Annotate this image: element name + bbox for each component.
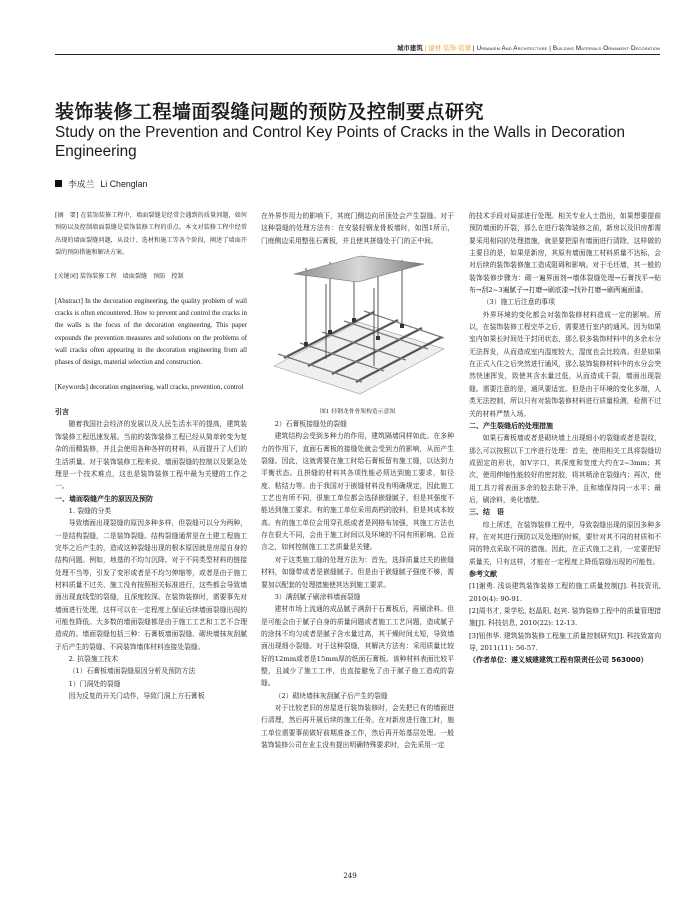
paragraph: 对于这类施工缝的处理方法为：首先，选择质量过关的嵌缝材料，如缝带或者是嵌缝腻子。但是由于嵌缝腻子强度不够，需要加以配套的处理措施使其达到施工要求。 — [261, 555, 454, 589]
column-name-en: Building Materials·Ornament·Decoration — [552, 45, 660, 52]
paragraph: 如果石膏板墙或者是砌块墙上出现细小的裂缝或者是裂纹，那么可以按照以下工序进行处理：首先，使用相关工具将裂缝切成固定的形状，如V字口，其深度和宽度大约在2~3mm；其次，使用伸缩性能较好的密封胶，将其喷涂在裂缝内；再次，使用工具刀将表面多余的胶去除干净，且和墙保持同一水平；最后，刷涂料，美化墙壁。 — [469, 434, 661, 504]
header-separator: | — [472, 45, 475, 52]
paragraph: 外界环境的变化都会对装饰装修材料造成一定的影响。所以，在装饰装修工程完毕之后，需要进行室内的通风。因为如果室内如果长时间处于封闭状态，那么很多装饰材料中的多余水分无法挥发，从而造成室内湿度较大，湿度也会比较高。但是如果在正式入住之后突然进行通风，那么装饰装修材料中的水分会突然快速挥发，致使其含水量过低，从而造成干裂，墙面出现裂缝。需要注意的是，通风要适宜。但是由于环境的变化多端，人类无法控制，所以只有对装饰装修材料进行质量检测，检测不过关的材料严禁入场。 — [469, 310, 661, 418]
column-name-cn: 建材·装饰·装璜 — [428, 45, 471, 52]
steel-keel-diagram — [264, 254, 452, 406]
subsection-1-2-1: （1）石膏板墙面裂缝原因分析及预防方法 — [68, 667, 196, 676]
paragraph: 导致墙面出现裂缝的原因多种多样，但裂缝可以分为两种，一是结构裂缝，二是装饰裂缝。结构裂缝通常是在土建工程施工完毕之后产生的，造成这种裂缝出现的根本原因就是房屋自身的结构问题。例如，地基的不均匀沉降、对于不同类型材料的链接处理不当等，引发了变形或者是不均匀伸缩等，或者是由于施工材料质量不过关、施工没有按照相关标准进行，这些都会导致墙面出现直线型的裂缝，且深度较深。在装饰装修时，需要事先对墙面进行处理，这样可以在一定程度上保证后续墙面裂缝出现的可能性降低。大多数的墙面裂缝都是由于施工工艺和工艺不合理造成的。墙面裂缝包括三种：石膏板墙面裂缝、砌块墙抹灰刮腻子后产生的裂缝、不同装饰墙体材料连接处裂缝。 — [55, 519, 247, 651]
column-left — [55, 210, 247, 702]
intro-heading: 引言 — [55, 408, 69, 417]
page-number: 249 — [343, 872, 357, 880]
paragraph: 建材市场上流通的成品腻子满刮于石膏板后，再刷涂料。但是可能会由于腻子自身的质量问题或者施工工艺问题，造成腻子的涂抹不均匀或者是腻子含水量过高，其干燥时间太短，导致墙面出现细小裂缝。对于这种裂缝，其解决方法有：采用质量比较好的12mm或者是15mm厚的纸面石膏板。该种材料表面比较平整，且减少了施工工序，也直接避免了由于腻子施工造成的裂缝。 — [261, 605, 454, 688]
article-title-en: Study on the Prevention and Control Key Points of Cracks in the Walls in Decoration Engineering — [55, 124, 625, 160]
column-right — [469, 210, 661, 667]
author-affiliation: （作者单位：遵义城建建筑工程有限责任公司 563000） — [469, 656, 648, 665]
subsection-1-1: 1. 裂缝的分类 — [68, 506, 112, 515]
author-cn: 李成兰 — [68, 180, 95, 190]
author-bullet-icon — [55, 180, 62, 187]
header-divider — [55, 54, 660, 55]
subsection-heading: 2）石膏板接缝处的裂缝 — [274, 420, 347, 429]
author-en: Li Chenglan — [100, 179, 148, 189]
references-heading: 参考文献 — [469, 569, 497, 578]
journal-header — [0, 43, 700, 52]
section-1-heading: 一、墙面裂缝产生的原因及预防 — [55, 494, 153, 503]
section-3-heading: 三、结 语 — [469, 508, 504, 517]
subsection-1-2: 2. 抗裂施工技术 — [68, 655, 119, 663]
paragraph: 综上所述，在装饰装修工程中，导致裂缝出现的原因多种多样。在对其进行预防以及处理的时候，要针对其不同的材质和不同的特点采取不同的措施。因此，在正式施工之前，一定要把好质量关，只有这样，才能在一定程度上降低裂缝出现的可能性。 — [469, 520, 661, 566]
journal-name-en: Urbanism And Architecture — [476, 45, 548, 52]
header-separator: | — [549, 45, 551, 52]
column-middle — [261, 210, 454, 751]
figure-1 — [264, 254, 452, 406]
subsection-1-2-1-1: 1）门洞处的裂缝 — [68, 679, 121, 688]
journal-name-cn: 城市建筑 — [397, 45, 423, 52]
figure-1-caption: 图1 轻钢龙骨骨架构造示意图 — [319, 409, 396, 416]
subsection-heading: 3）满刮腻子刷涂料墙面裂缝 — [274, 592, 361, 601]
paragraph: 在外界作用力的影响下，其庭门侧边向吊顶处会产生裂缝。对于这种裂缝的处理方法有：在安装轻钢龙骨板墙时，如图1所示，门庭侧边采用整张石膏板，并且使其拼缝处于门的正中间。 — [261, 212, 454, 245]
paragraph: 对于比较老旧的房屋进行装饰装修时，会先把已有的墙面进行清理，然后再开展后续的施工任务。在对新房进行施工时，施工单位需要事前做好前期准备工作，然后再开始基层处理。一般装饰装修公司在业主没有提出明确特殊要求时，会先采用一定 — [261, 703, 454, 749]
article-title-cn: 装饰装修工程墙面裂缝问题的预防及控制要点研究 — [55, 101, 485, 123]
section-2-heading: 二、产生裂缝后的处理措施 — [469, 421, 553, 430]
paragraph: 建筑结构会受到多种力的作用，建筑隔墙同样如此。在多种力的作用下，直面石膏板的接缝处就会受到力的影响，从而产生裂缝。因此，这就需要在施工时给石膏板留有施工缝，以达到力平衡状态。且拼缝的材料其各项性能必须达到施工要求，如径度、粘结力等。由于我国对于嵌缝材料没有明确规定，因此施工工艺也有所不同，很施工单位都会选择嵌缝腻子，但是其强度不能达到施工要求。有的施工单位采用高档的胶料，但是其成本较高。有的施工单位会用穿孔纸或者是网格布加强，其施工方法也存在很大不同，会由于施工时间以及环境的不同有所影响。总而言之，如何控制施工工艺质量是关键。 — [261, 432, 454, 552]
paragraph: 因为反复的开关门动作，导致门洞上方石膏板 — [68, 692, 205, 701]
intro-paragraph: 随着我国社会经济的发展以及人民生活水平的提高，建筑装饰装修工程迅速发展。当前的装饰装修工程已经从简单转变为复杂的而精装修，并且会使用各种各样的材料，从而提升了人们的生活质量。对于装饰装修工程来说，墙面裂缝的控制以及繁急处理是一个技术难点，这也是装饰装修工程中最为关键的工作之一。 — [55, 420, 247, 491]
subsection-heading: （3）施工后注意的事项 — [482, 298, 555, 307]
reference-item: [3]钮伟华. 建筑装饰装修工程施工质量控制研究[J]. 科技致富向导, 2011(11): 56-57. — [469, 631, 661, 653]
header-separator: | — [424, 45, 427, 52]
keywords-en: [Keywords] decoration engineering, wall cracks, prevention, control — [55, 383, 244, 391]
subsection-heading: （2）砌块墙抹灰刮腻子后产生的裂缝 — [274, 691, 388, 700]
reference-item: [2]周书才, 果学松, 赵晶阳, 赵宾. 装饰装修工程中的质量管理措施[J]. 科技信息, 2010(22): 12-13. — [469, 607, 661, 628]
abstract-cn: [摘 要] 在装饰装修工程中，墙面裂缝是经常会遇到的质量问题，如何预防以及控制墙面裂缝是装饰装修工程的重点。本文对装修工程中经常出现的墙面裂缝问题，从设计、选材和施工等各个阶段，阐述了墙面开裂的预防措施和解决方案。 — [55, 212, 247, 257]
keywords-cn: [关键词] 装饰装修工程 墙面裂缝 预防 控制 — [55, 273, 184, 281]
reference-item: [1]谢勇. 浅谈建筑装饰装修工程的施工质量控制[J]. 科技资讯, 2010(4): 90-91. — [469, 582, 661, 603]
author-line — [55, 177, 147, 190]
abstract-en: [Abstract] In the decoration engineering, the quality problem of wall cracks is often encountered. How to prevent and control the cracks in the walls is the focus of the decoration engineering. This paper expounds the prevention measures and solutions on the problems of wall cracks often appearing in the decoration engineering from all phases of design, material selection and construction. — [55, 297, 247, 367]
ceiling-board — [274, 322, 444, 394]
paragraph: 的技术手段对局部进行处理。相关专业人士指出，如果想要提前预防墙面的开裂，那么在进行装饰装修之前，新房以及旧房都需要采用相同的处理措施，就是要把原有墙面进行清除，这样做的主要目的是，如果是新房，其原有墙面施工材料质量不达标，会对后续的装饰装修施工造成阻碍和影响。对于毛坯墙，其一般的装饰装修步骤为：砌一遍界面剂→墙体裂缝处理→石膏找平→贴布→刮2~3遍腻子→打磨→刷底漆→找补打磨→刷两遍面漆。 — [469, 212, 661, 295]
